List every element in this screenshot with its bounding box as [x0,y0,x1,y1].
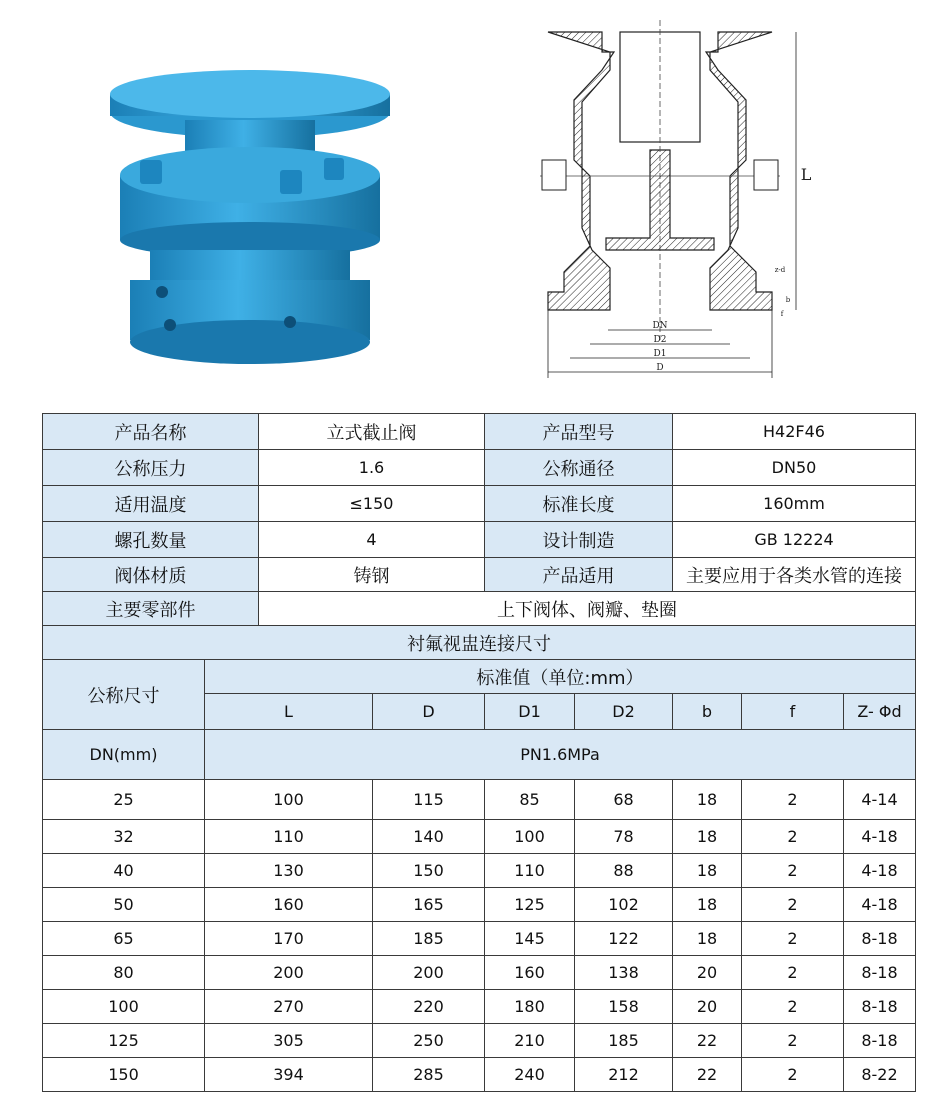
dims-unit-row [43,730,916,780]
table-cell: 4-14 [844,780,916,820]
table-cell: 20 [673,990,742,1024]
info-row-pressure [43,450,916,486]
table-cell: 22 [673,1024,742,1058]
label-D: D [656,363,664,373]
table-cell: 185 [575,1024,673,1058]
diameter-label: 公称通径 [485,450,673,486]
table-row [43,990,916,1024]
table-cell: 8-18 [844,990,916,1024]
col-header-D: D [373,694,485,730]
col-header-L: L [205,694,373,730]
table-row [43,820,916,854]
table-cell: 18 [673,820,742,854]
table-cell: 2 [742,820,844,854]
dims-data-body [43,780,916,1092]
table-cell: 68 [575,780,673,820]
table-cell: 212 [575,1058,673,1092]
table-cell: 85 [485,780,575,820]
length-value: 160mm [673,486,916,522]
table-cell: 4-18 [844,820,916,854]
table-row [43,1024,916,1058]
table-cell: 18 [673,780,742,820]
dn-unit-label: DN(mm) [43,730,205,780]
col-header-zd: Z- Φd [844,694,916,730]
table-cell: 18 [673,888,742,922]
info-row-name [43,414,916,450]
usage-label: 产品适用 [485,558,673,592]
name-label: 产品名称 [43,414,259,450]
holes-label: 螺孔数量 [43,522,259,558]
design-value: GB 12224 [673,522,916,558]
table-cell: 25 [43,780,205,820]
nominal-size-header: 公称尺寸 [43,660,205,730]
table-cell: 160 [485,956,575,990]
table-cell: 200 [373,956,485,990]
table-cell: 8-22 [844,1058,916,1092]
table-cell: 125 [485,888,575,922]
table-cell: 50 [43,888,205,922]
table-cell: 8-18 [844,956,916,990]
table-cell: 394 [205,1058,373,1092]
table-cell: 180 [485,990,575,1024]
table-row [43,956,916,990]
table-cell: 145 [485,922,575,956]
table-cell: 100 [485,820,575,854]
parts-value: 上下阀体、阀瓣、垫圈 [259,592,916,626]
diameter-value: DN50 [673,450,916,486]
table-cell: 158 [575,990,673,1024]
table-cell: 22 [673,1058,742,1092]
table-cell: 170 [205,922,373,956]
usage-value: 主要应用于各类水管的连接 [673,558,916,592]
table-cell: 2 [742,922,844,956]
col-header-D1: D1 [485,694,575,730]
table-cell: 100 [43,990,205,1024]
table-row [43,1058,916,1092]
table-cell: 110 [205,820,373,854]
table-cell: 138 [575,956,673,990]
standard-value-header: 标准值（单位:mm） [205,660,916,694]
table-row [43,854,916,888]
table-cell: 65 [43,922,205,956]
table-cell: 150 [373,854,485,888]
table-cell: 305 [205,1024,373,1058]
table-cell: 18 [673,922,742,956]
temp-value: ≤150 [259,486,485,522]
table-cell: 200 [205,956,373,990]
table-cell: 2 [742,956,844,990]
table-cell: 2 [742,1058,844,1092]
table-cell: 20 [673,956,742,990]
table-cell: 130 [205,854,373,888]
label-f: f [780,310,784,318]
label-D2: D2 [653,335,667,345]
holes-value: 4 [259,522,485,558]
pressure-rating-label: PN1.6MPa [205,730,916,780]
label-D1: D1 [653,349,667,359]
temp-label: 适用温度 [43,486,259,522]
table-cell: 4-18 [844,854,916,888]
table-row [43,888,916,922]
info-row-temp [43,486,916,522]
table-cell: 88 [575,854,673,888]
table-cell: 102 [575,888,673,922]
table-cell: 32 [43,820,205,854]
table-cell: 220 [373,990,485,1024]
length-label: 标准长度 [485,486,673,522]
dims-title: 衬氟视盅连接尺寸 [43,626,916,660]
info-row-parts [43,592,916,626]
label-DN: DN [652,321,668,331]
dims-header-row-1 [43,660,916,694]
table-cell: 160 [205,888,373,922]
table-cell: 140 [373,820,485,854]
material-label: 阀体材质 [43,558,259,592]
model-label: 产品型号 [485,414,673,450]
table-cell: 240 [485,1058,575,1092]
dims-title-row [43,626,916,660]
material-value: 铸钢 [259,558,485,592]
table-cell: 110 [485,854,575,888]
col-header-b: b [673,694,742,730]
table-cell: 2 [742,990,844,1024]
table-cell: 18 [673,854,742,888]
col-header-f: f [742,694,844,730]
valve-photo [100,60,400,380]
table-row [43,780,916,820]
table-cell: 115 [373,780,485,820]
table-cell: 165 [373,888,485,922]
table-cell: 8-18 [844,922,916,956]
parts-label: 主要零部件 [43,592,259,626]
design-label: 设计制造 [485,522,673,558]
table-cell: 185 [373,922,485,956]
table-cell: 250 [373,1024,485,1058]
table-cell: 8-18 [844,1024,916,1058]
product-spec-table [42,413,916,1092]
table-cell: 100 [205,780,373,820]
label-zd: z-d [774,266,786,274]
table-cell: 40 [43,854,205,888]
table-cell: 80 [43,956,205,990]
pressure-value: 1.6 [259,450,485,486]
name-value: 立式截止阀 [259,414,485,450]
table-cell: 122 [575,922,673,956]
table-cell: 2 [742,1024,844,1058]
table-cell: 210 [485,1024,575,1058]
label-L: L [800,165,812,184]
table-cell: 125 [43,1024,205,1058]
table-cell: 2 [742,888,844,922]
label-b: b [785,296,791,304]
pressure-label: 公称压力 [43,450,259,486]
valve-cross-section-drawing [530,10,830,385]
table-cell: 270 [205,990,373,1024]
table-cell: 4-18 [844,888,916,922]
model-value: H42F46 [673,414,916,450]
info-row-holes [43,522,916,558]
table-cell: 285 [373,1058,485,1092]
info-row-material [43,558,916,592]
table-row [43,922,916,956]
table-cell: 2 [742,854,844,888]
table-cell: 2 [742,780,844,820]
table-cell: 78 [575,820,673,854]
col-header-D2: D2 [575,694,673,730]
table-cell: 150 [43,1058,205,1092]
